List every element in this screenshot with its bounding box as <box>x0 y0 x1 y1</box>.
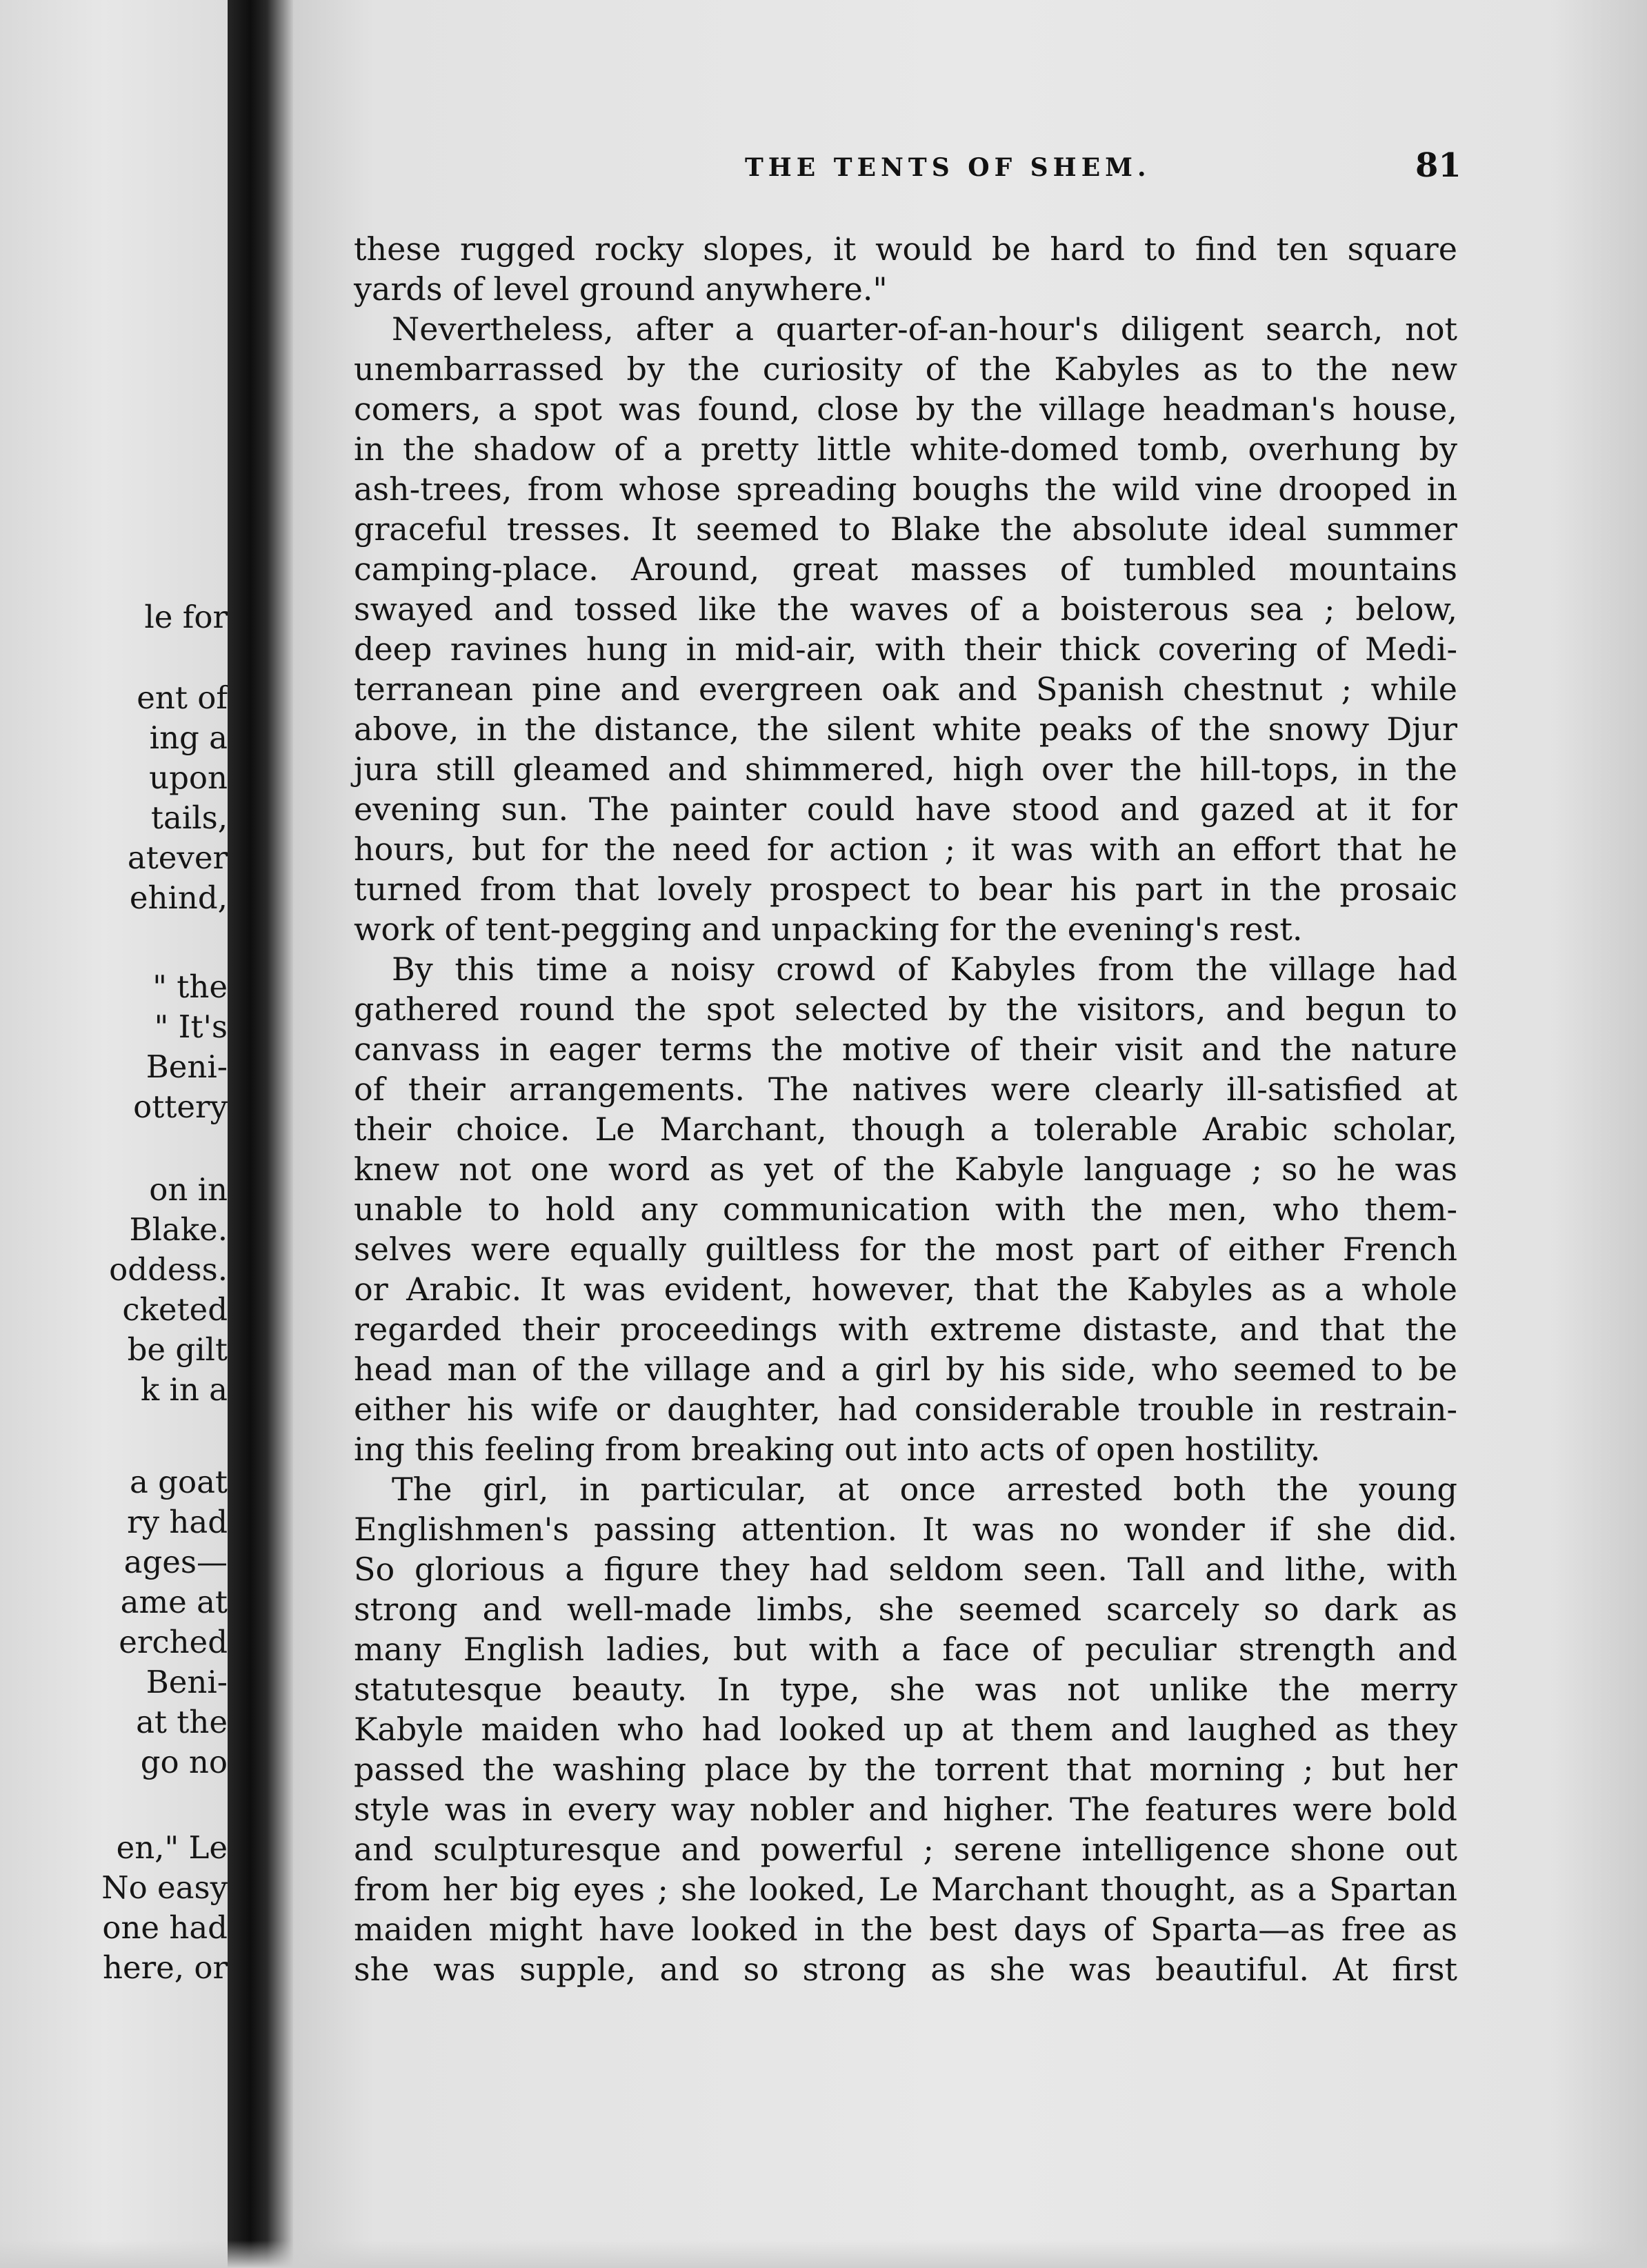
body-text-line: Englishmen's passing attention. It was no wonder if she did. <box>354 1511 1457 1548</box>
left-page-line: tails, <box>150 799 228 836</box>
left-page-line: ry had <box>127 1504 228 1540</box>
body-text-line: or Arabic. It was evident, however, that the Kabyles as a whole <box>354 1271 1457 1308</box>
left-page-line: No easy <box>101 1869 228 1906</box>
left-page-line: k in a <box>140 1371 228 1408</box>
book-gutter-shadow <box>228 0 293 2268</box>
left-facing-page-fragment <box>0 0 231 2268</box>
page-bottom-shading <box>0 2240 1647 2268</box>
left-page-line: cketed <box>122 1291 228 1328</box>
body-text-line: camping-place. Around, great masses of tumbled mountains <box>354 550 1457 588</box>
body-text-line: canvass in eager terms the motive of their visit and the nature <box>354 1031 1457 1068</box>
left-page-line: ing a <box>149 719 228 756</box>
body-text-line: ing this feeling from breaking out into acts of open hostility. <box>354 1431 1321 1468</box>
left-page-line: Beni- <box>146 1664 228 1700</box>
left-page-line: erched <box>119 1624 228 1660</box>
body-text-line: hours, but for the need for action ; it was with an effort that he <box>354 830 1457 868</box>
body-text-line: selves were equally guiltless for the most part of either French <box>354 1231 1457 1268</box>
page-number: 81 <box>1415 146 1461 185</box>
body-text-line: maiden might have looked in the best days of Sparta—as free as <box>354 1911 1457 1948</box>
body-text-line: terranean pine and evergreen oak and Spanish chestnut ; while <box>354 670 1457 708</box>
body-text-line: knew not one word as yet of the Kabyle language ; so he was <box>354 1151 1457 1188</box>
left-page-line: one had <box>102 1909 228 1946</box>
body-text-line: The girl, in particular, at once arrested both the young <box>392 1471 1457 1508</box>
body-text-line: their choice. Le Marchant, though a tolerable Arabic scholar, <box>354 1111 1457 1148</box>
left-page-line: Beni- <box>146 1048 228 1085</box>
body-text-line: unable to hold any communication with the men, who them- <box>354 1191 1457 1228</box>
body-text-line: strong and well-made limbs, she seemed scarcely so dark as <box>354 1591 1457 1628</box>
left-page-line: be gilt <box>127 1331 228 1368</box>
left-page-line: ent of <box>137 679 228 716</box>
left-page-line: en," Le <box>116 1829 228 1866</box>
body-text-line: either his wife or daughter, had considerable trouble in restrain- <box>354 1391 1457 1428</box>
left-page-line: on in <box>149 1171 228 1208</box>
body-text-line: regarded their proceedings with extreme distaste, and that the <box>354 1311 1457 1348</box>
left-page-line: upon <box>149 759 228 796</box>
left-page-line: ehind, <box>129 879 228 916</box>
body-text-line: turned from that lovely prospect to bear his part in the prosaic <box>354 871 1457 908</box>
body-text-line: these rugged rocky slopes, it would be hard to find ten square <box>354 230 1457 268</box>
body-text-line: work of tent-pegging and unpacking for the evening's rest. <box>354 911 1303 948</box>
page-edge-shading <box>1550 0 1647 2268</box>
left-page-line: le for <box>144 599 228 635</box>
left-page-line: ottery <box>133 1088 228 1125</box>
left-page-line: here, or <box>103 1949 228 1986</box>
left-page-line: atever <box>127 839 228 876</box>
left-page-line: " It's <box>154 1008 228 1045</box>
body-text-line: and sculpturesque and powerful ; serene intelligence shone out <box>354 1831 1457 1868</box>
body-text-line: graceful tresses. It seemed to Blake the absolute ideal summer <box>354 510 1457 548</box>
left-page-line: Blake. <box>129 1211 228 1248</box>
body-text-line: in the shadow of a pretty little white-domed tomb, overhung by <box>354 430 1457 468</box>
body-text-line: from her big eyes ; she looked, Le Marchant thought, as a Spartan <box>354 1871 1457 1908</box>
body-text-line: comers, a spot was found, close by the village headman's house, <box>354 390 1457 428</box>
body-text-line: jura still gleamed and shimmered, high over the hill-tops, in the <box>354 750 1457 788</box>
body-text-line: gathered round the spot selected by the visitors, and begun to <box>354 991 1457 1028</box>
left-page-line: at the <box>136 1704 228 1740</box>
body-text-line: she was supple, and so strong as she was beautiful. At first <box>354 1951 1457 1988</box>
left-page-line: oddess. <box>109 1251 228 1288</box>
body-text-line: of their arrangements. The natives were clearly ill-satisfied at <box>354 1071 1457 1108</box>
body-text-line: So glorious a figure they had seldom seen. Tall and lithe, with <box>354 1551 1457 1588</box>
running-head-title: THE TENTS OF SHEM. <box>745 153 1151 182</box>
left-page-line: " the <box>152 968 228 1005</box>
body-text-line: By this time a noisy crowd of Kabyles from the village had <box>392 951 1457 988</box>
body-text-line: many English ladies, but with a face of peculiar strength and <box>354 1631 1457 1668</box>
body-text-line: Nevertheless, after a quarter-of-an-hour's diligent search, not <box>392 310 1457 348</box>
body-text-line: deep ravines hung in mid-air, with their thick covering of Medi- <box>354 630 1457 668</box>
body-text-line: unembarrassed by the curiosity of the Kabyles as to the new <box>354 350 1457 388</box>
left-page-line: a goat <box>130 1464 228 1500</box>
left-page-line: go no <box>140 1744 228 1780</box>
body-text-line: swayed and tossed like the waves of a boisterous sea ; below, <box>354 590 1457 628</box>
body-text-line: statutesque beauty. In type, she was not unlike the merry <box>354 1671 1457 1708</box>
left-page-line: ages— <box>123 1544 228 1580</box>
body-text-line: passed the washing place by the torrent that morning ; but her <box>354 1751 1457 1788</box>
left-page-line: ame at <box>120 1584 228 1620</box>
body-text-line: Kabyle maiden who had looked up at them and laughed as they <box>354 1711 1457 1748</box>
body-text-line: head man of the village and a girl by his side, who seemed to be <box>354 1351 1457 1388</box>
body-text-line: ash-trees, from whose spreading boughs the wild vine drooped in <box>354 470 1457 508</box>
body-text-line: evening sun. The painter could have stood and gazed at it for <box>354 790 1457 828</box>
body-text-line: yards of level ground anywhere." <box>354 270 888 308</box>
body-text-line: above, in the distance, the silent white peaks of the snowy Djur <box>354 710 1457 748</box>
body-text-line: style was in every way nobler and higher. The features were bold <box>354 1791 1457 1828</box>
